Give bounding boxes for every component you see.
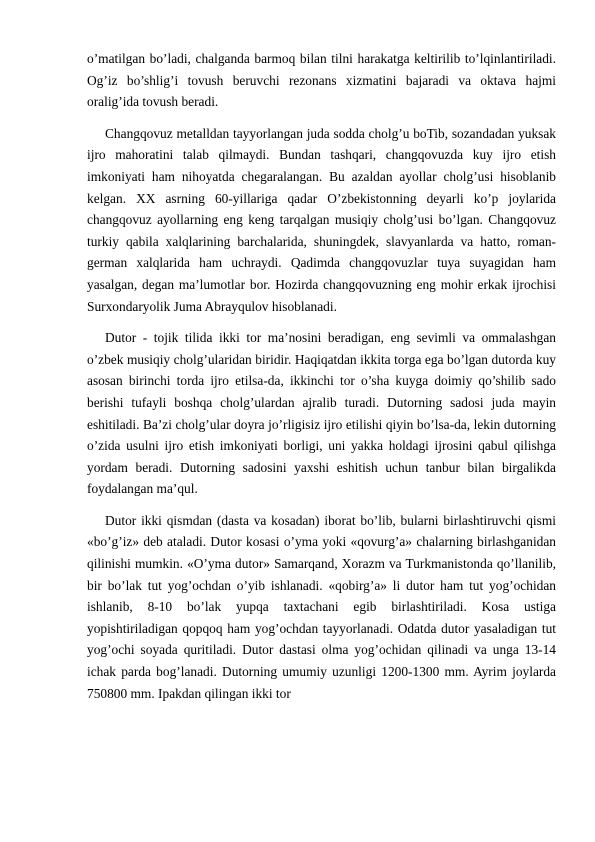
document-page <box>87 48 556 704</box>
paragraph-dutor-construction: Dutor ikki qismdan (dasta va kosadan) iborat bo’lib, bularni birlashtiruvchi qismi «bo’g’iz» deb ataladi. Dutor kosasi o’yma yoki «qovurg’a» chalarning birlashganidan qilinishi mumkin. «O’yma dutor» Samarqand, Xorazm va Turkmanistonda qo’llanilib, bir bo’lak tut yog’ochdan o’yib ishlanadi. «qobirg’a» li dutor ham tut yog’ochidan ishlanib, 8-10 bo’lak yupqa taxtachani egib birlashtiriladi. Kosa ustiga yopishtiriladigan qopqoq ham yog’ochdan tayyorlanadi. Odatda dutor yasaladigan tut yog’ochi soyada quritiladi. Dutor dastasi olma yog’ochidan qilinadi va unga 13-14 ichak parda bog’lanadi. Dutorning umumiy uzunligi 1200-1300 mm. Ayrim joylarda 750800 mm. Ipakdan qilingan ikki tor <box>87 512 556 701</box>
paragraph-continuation: o’matilgan bo’ladi, chalganda barmoq bilan tilni harakatga keltirilib to’lqinlantiriladi. Og’iz bo’shlig’i tovush beruvchi rezonans xizmatini bajaradi va oktava hajmi oralig’ida tovush beradi. <box>87 51 556 110</box>
paragraph-dutor-intro: Dutor - tojik tilida ikki tor ma’nosini beradigan, eng sevimli va ommalashgan o’zbek musiqiy cholg’ularidan biridir. Haqiqatdan ikkita torga ega bo’lgan dutorda kuy asosan birinchi torda ijro etilsa-da, ikkinchi tor o’sha kuyga doimiy qo’shilib sado berishi tufayli boshqa cholg’ulardan ajralib turadi. Dutorning sadosi juda mayin eshitiladi. Ba’zi cholg’ular doyra jo’rligisiz ijro etilishi qiyin bo’lsa-da, lekin dutorning o’zida usulni ijro etish imkoniyati borligi, uni yakka holdagi ijrosini qabul qilishga yordam beradi. Dutorning sadosini yaxshi eshitish uchun tanbur bilan birgalikda foydalangan ma’qul. <box>87 330 556 497</box>
paragraph-changqovuz: Changqovuz metalldan tayyorlangan juda sodda cholg’u boTib, sozandadan yuksak ijro mahoratini talab qilmaydi. Bundan tashqari, changqovuzda kuy ijro etish imkoniyati ham nihoyatda chegaralangan. Bu azaldan ayollar cholg’usi hisoblanib kelgan. XX asrning 60-yillariga qadar O’zbekistonning deyarli ko’p joylarida changqovuz ayollarning eng keng tarqalgan musiqiy cholg’usi bo’lgan. Changqovuz turkiy qabila xalqlarining barchalarida, shuningdek, slavyanlarda va hatto, roman-german xalqlarida ham uchraydi. Qadimda changqovuzlar tuya suyagidan ham yasalgan, degan ma’lumotlar bor. Hozirda changqovuzning eng mohir erkak ijrochisi Surxondaryolik Juma Abrayqulov hisoblanadi. <box>87 125 556 314</box>
